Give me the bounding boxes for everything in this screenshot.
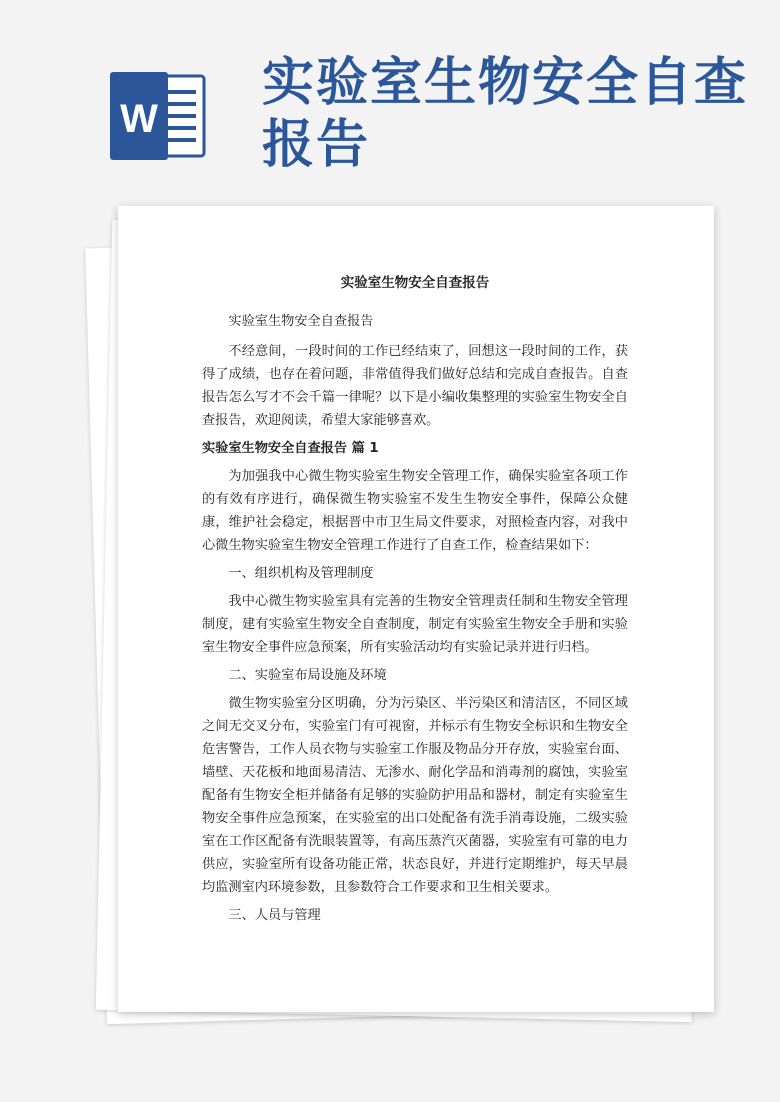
page-title: 实验室生物安全自查报告 bbox=[262, 53, 749, 175]
part-heading: 实验室生物安全自查报告 篇 1 bbox=[202, 441, 379, 456]
document-subtitle: 实验室生物安全自查报告 bbox=[228, 314, 374, 329]
svg-text:W: W bbox=[120, 97, 158, 141]
document-title: 实验室生物安全自查报告 bbox=[340, 275, 490, 291]
paragraph-3: 微生物实验室分区明确，分为污染区、半污染区和清洁区，不同区域之间无交叉分布，实验室门有可视窗，并标示有生物安全标识和生物安全危害警告，工作人员衣物与实验室工作服及物品分开存放，实验室台面、墙壁、天花板和地面易清洁、无渗水、耐化学品和消毒剂的腐蚀，实验室配备有生物安全柜并储备有足够的实验防护用品和器材，制定有实验室生物安全事件应急预案，在实验室的出口处配备有洗手消毒设施，二级实验室在工作区配备有洗眼装置等，有高压蒸汽灭菌器，实验室有可靠的电力供应，实验室所有设备功能正常，状态良好，并进行定期维护，每天早晨均监测室内环境参数，且参数符合工作要求和卫生相关要求。 bbox=[202, 696, 628, 895]
paragraph-1: 为加强我中心微生物实验室生物安全管理工作，确保实验室各项工作的有效有序进行，确保微生物实验室不发生生物安全事件，保障公众健康，维护社会稳定，根据晋中市卫生局文件要求，对照检查内容，对我中心微生物实验室生物安全管理工作进行了自查工作，检查结果如下： bbox=[202, 469, 628, 553]
paragraph-2: 我中心微生物实验室具有完善的生物安全管理责任制和生物安全管理制度，建有实验室生物安全自查制度，制定有实验室生物安全手册和实验室生物安全事件应急预案，所有实验活动均有实验记录并进行归档。 bbox=[202, 594, 628, 655]
document-body bbox=[202, 272, 628, 932]
word-icon bbox=[108, 68, 208, 164]
section-heading-2: 二、实验室布局设施及环境 bbox=[228, 668, 387, 683]
section-heading-3: 三、人员与管理 bbox=[228, 908, 321, 923]
section-heading-1: 一、组织机构及管理制度 bbox=[228, 566, 374, 581]
intro-paragraph: 不经意间，一段时间的工作已经结束了，回想这一段时间的工作，获得了成绩，也存在着问题，非常值得我们做好总结和完成自查报告。自查报告怎么写才不会千篇一律呢？以下是小编收集整理的实验室生物安全自查报告，欢迎阅读，希望大家能够喜欢。 bbox=[202, 344, 628, 428]
